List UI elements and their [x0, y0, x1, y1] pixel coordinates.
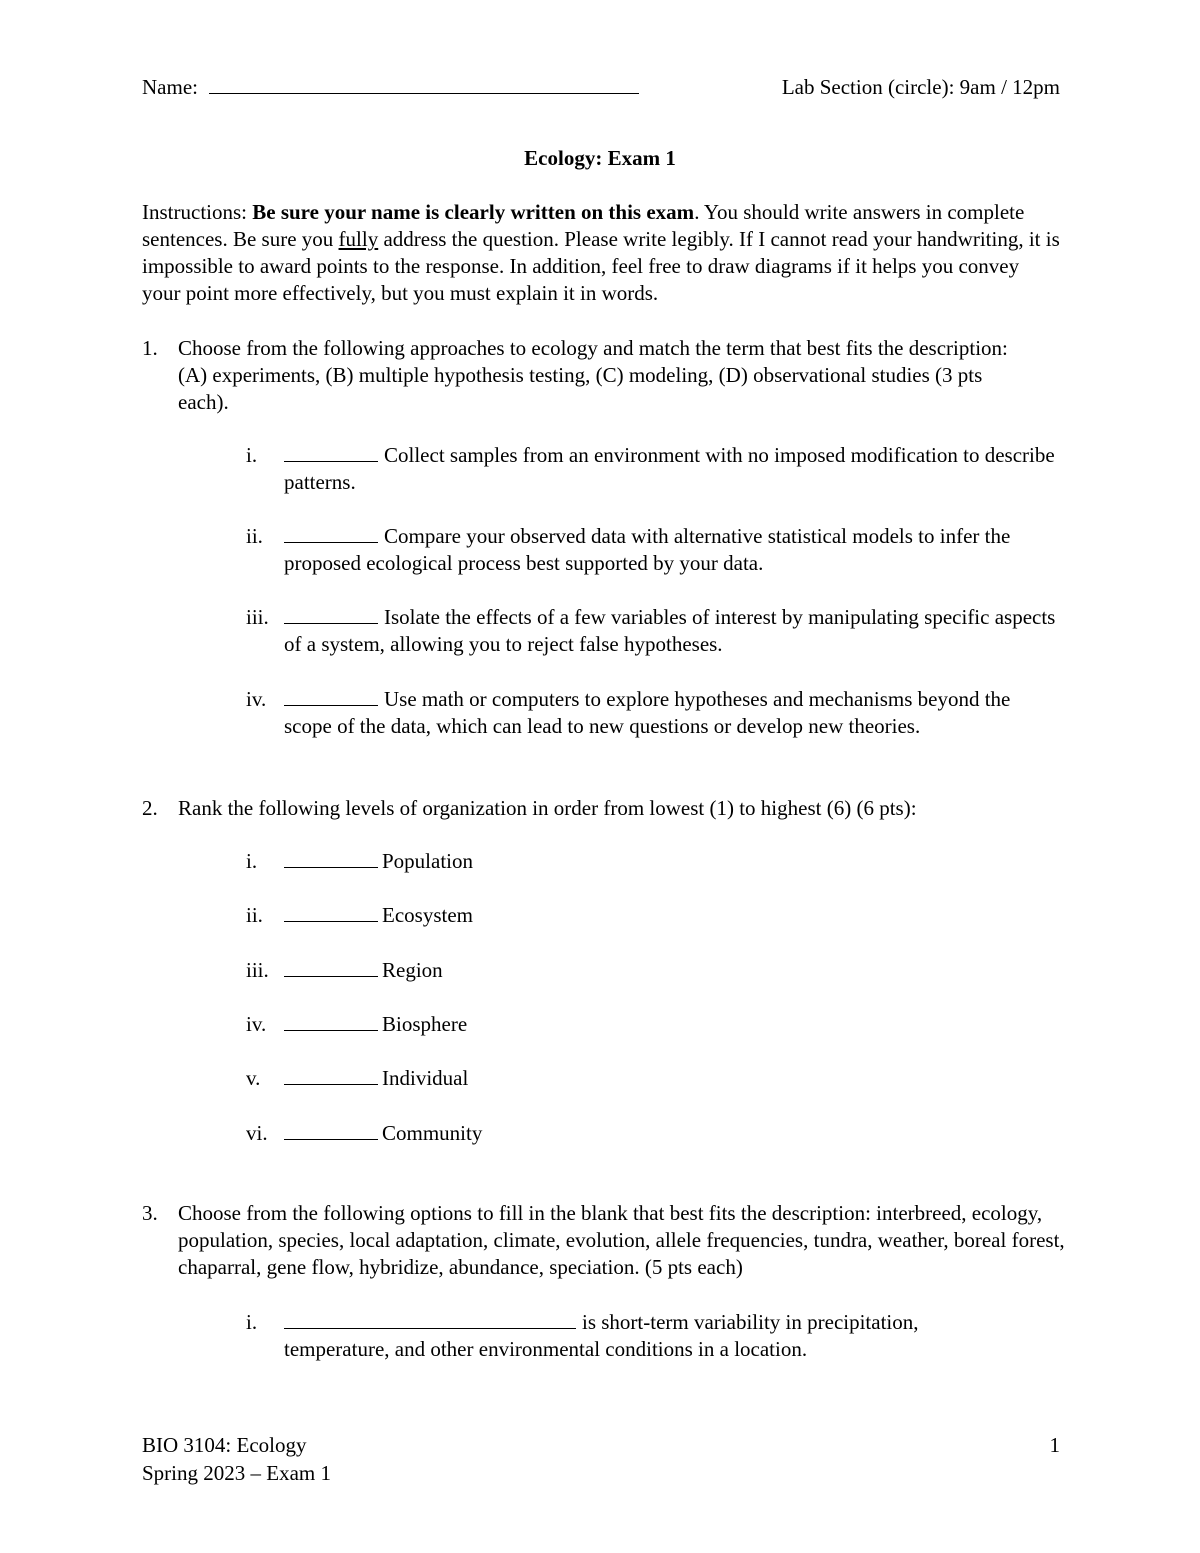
question-1-number: 1. — [142, 336, 158, 360]
instructions-underlined: fully — [338, 227, 379, 251]
answer-blank[interactable] — [284, 605, 378, 624]
q3-item — [246, 1309, 986, 1363]
question-1-text: Choose from the following approaches to ecology and match the term that best fits the description: (A) experiments, (B) multiple hypothesis testing, (C) modeling, (D) observational studies (3 pts each). — [178, 336, 1008, 414]
footer-course: BIO 3104: Ecology — [142, 1433, 307, 1457]
item-numeral: ii. — [246, 903, 263, 927]
instructions-part2: address the question. Please write legibly. If I cannot read your handwriting, it is impossible to award points to the response. In addition, feel free to draw diagrams if it helps you convey your point more effectively, but you must explain it in words. — [142, 227, 1060, 305]
instructions-lead: Instructions: — [142, 200, 253, 224]
exam-title: Ecology: Exam 1 — [524, 146, 676, 170]
page-number: 1 — [1049, 1433, 1060, 1457]
item-numeral: iii. — [246, 605, 269, 629]
item-text: Region — [382, 958, 443, 982]
footer-term: Spring 2023 – Exam 1 — [142, 1461, 331, 1485]
item-numeral: iv. — [246, 1012, 267, 1036]
q1-item — [246, 604, 1076, 658]
q2-item — [246, 1120, 1076, 1147]
item-numeral: ii. — [246, 524, 263, 548]
rank-blank[interactable] — [284, 903, 378, 922]
rank-blank[interactable] — [284, 849, 378, 868]
question-3-text: Choose from the following options to fill in the blank that best fits the description: interbreed, ecology, population, species, local adaptation, climate, evolution, allele frequencies, tundra, weather, boreal forest, chaparral, gene flow, hybridize, abundance, speciation. (5 pts each) — [178, 1201, 1065, 1279]
item-numeral: iv. — [246, 687, 267, 711]
q1-item — [246, 523, 1062, 577]
item-text: Population — [382, 849, 474, 873]
instructions — [142, 199, 1060, 307]
rank-blank[interactable] — [284, 1012, 378, 1031]
answer-blank[interactable] — [284, 524, 378, 543]
q2-item — [246, 902, 1076, 929]
item-text: Ecosystem — [382, 903, 473, 927]
lab-section: Lab Section (circle): 9am / 12pm — [781, 75, 1060, 99]
instructions-part1: . You should write answers in complete sentences. Be sure you — [142, 200, 1025, 251]
name-line — [142, 74, 639, 101]
instructions-bold: Be sure your name is clearly written on this exam — [252, 200, 695, 224]
question-3-number: 3. — [142, 1201, 158, 1225]
item-text: Isolate the effects of a few variables of interest by manipulating specific aspects of a system, allowing you to reject false hypotheses. — [284, 605, 1056, 656]
item-text: is short-term variability in precipitation, temperature, and other environmental conditions in a location. — [284, 1310, 919, 1361]
item-numeral: iii. — [246, 958, 269, 982]
q2-item — [246, 1065, 1076, 1092]
question-2-text: Rank the following levels of organization in order from lowest (1) to highest (6) (6 pts): — [178, 796, 917, 820]
item-numeral: v. — [246, 1066, 261, 1090]
fill-in-blank[interactable] — [284, 1310, 576, 1329]
question-3 — [142, 1200, 1067, 1281]
q2-item — [246, 957, 1076, 984]
q1-item — [246, 686, 1062, 740]
rank-blank[interactable] — [284, 1066, 378, 1085]
name-label: Name: — [142, 75, 198, 99]
rank-blank[interactable] — [284, 1121, 378, 1140]
rank-blank[interactable] — [284, 958, 378, 977]
item-text: Collect samples from an environment with no imposed modification to describe patterns. — [284, 443, 1055, 494]
item-numeral: i. — [246, 849, 258, 873]
question-2-number: 2. — [142, 796, 158, 820]
item-numeral: vi. — [246, 1121, 268, 1145]
item-text: Biosphere — [382, 1012, 468, 1036]
item-text: Compare your observed data with alternative statistical models to infer the proposed ecological process best supported by your data. — [284, 524, 1011, 575]
answer-blank[interactable] — [284, 687, 378, 706]
answer-blank[interactable] — [284, 443, 378, 462]
item-text: Individual — [382, 1066, 469, 1090]
q2-item — [246, 1011, 1076, 1038]
item-numeral: i. — [246, 443, 258, 467]
item-text: Community — [382, 1121, 483, 1145]
question-1 — [142, 335, 1012, 416]
item-numeral: i. — [246, 1310, 258, 1334]
q1-item — [246, 442, 1062, 496]
question-2 — [142, 795, 1072, 822]
item-text: Use math or computers to explore hypotheses and mechanisms beyond the scope of the data, which can lead to new questions or develop new theories. — [284, 687, 1011, 738]
name-blank[interactable] — [209, 75, 639, 94]
q2-item — [246, 848, 1076, 875]
